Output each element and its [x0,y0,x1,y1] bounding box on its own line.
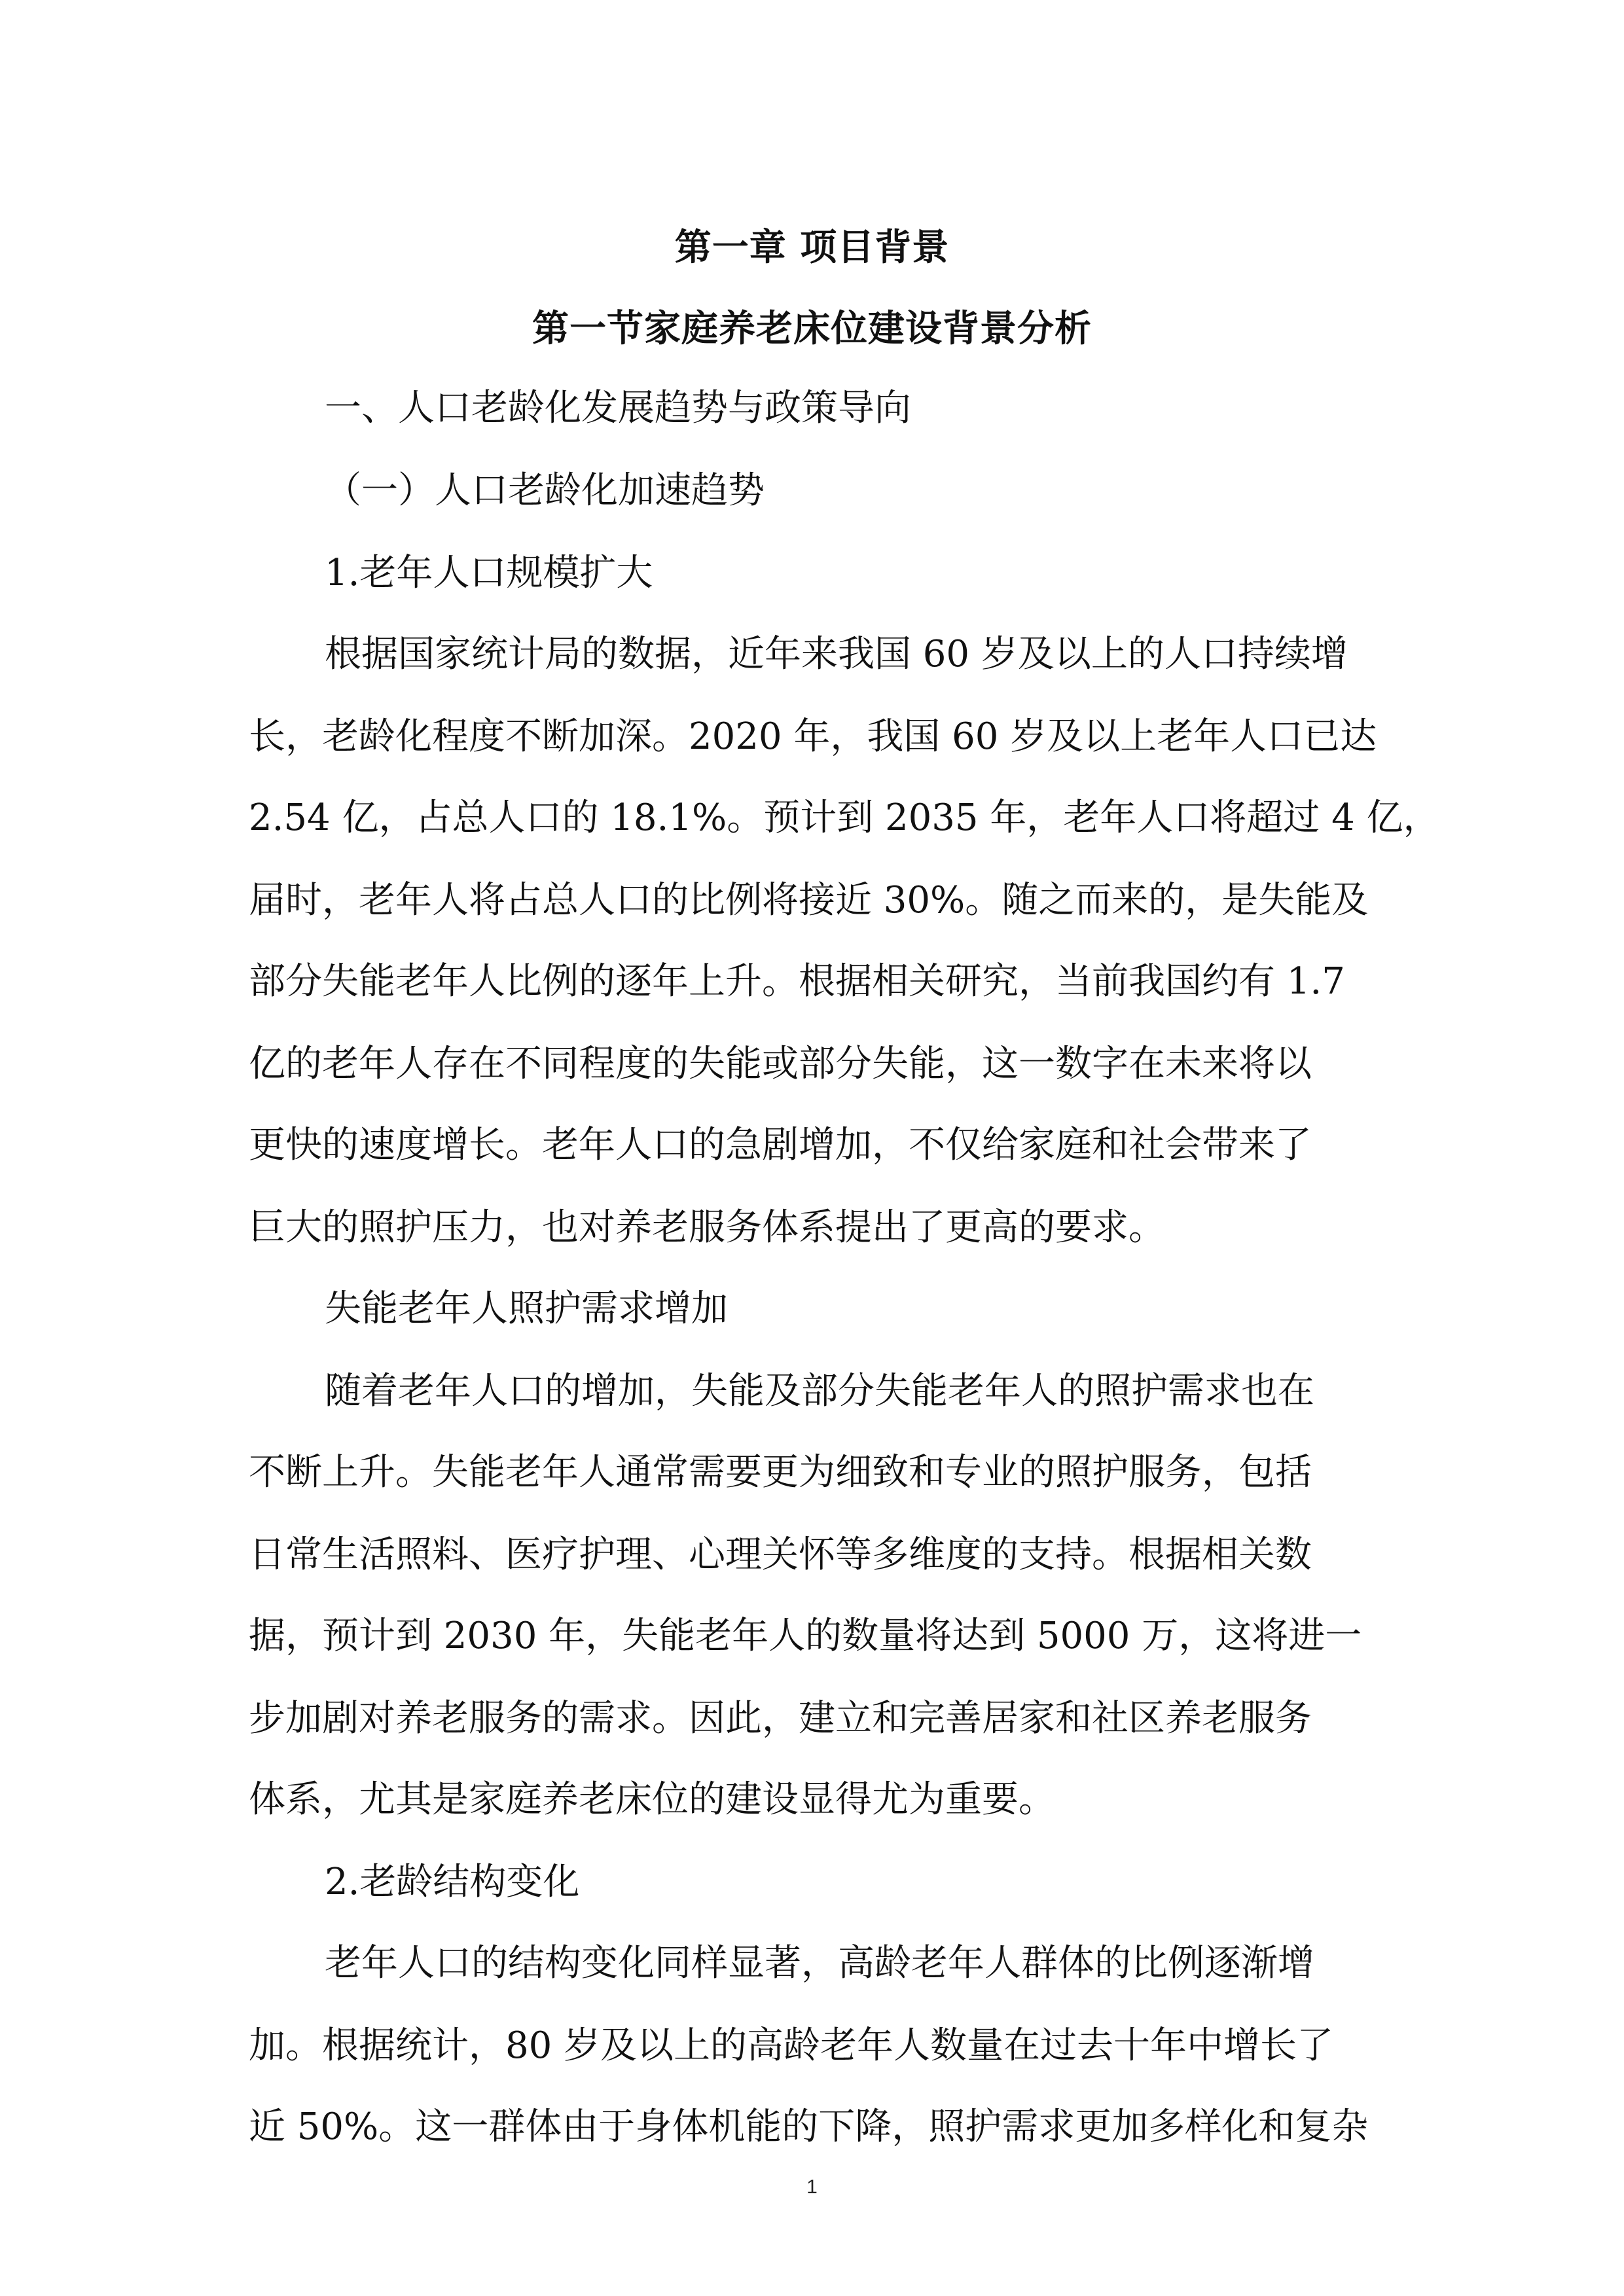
body-line: 日常生活照料、医疗护理、心理关怀等多维度的支持。根据相关数 [249,1534,1312,1576]
body-line: 巨大的照护压力，也对养老服务体系提出了更高的要求。 [249,1206,1165,1249]
body-line: 加。根据统计，80 岁及以上的高龄老年人数量在过去十年中增长了 [249,2024,1334,2067]
body-line: 步加剧对养老服务的需求。因此，建立和完善居家和社区养老服务 [249,1697,1312,1740]
heading-level-1: 一、人口老龄化发展趋势与政策导向 [325,387,911,429]
body-line: 部分失能老年人比例的逐年上升。根据相关研究，当前我国约有 1.7 [249,960,1345,1003]
body-line: 长，老龄化程度不断加深。2020 年，我国 60 岁及以上老年人口已达 [249,715,1377,758]
body-line: 根据国家统计局的数据，近年来我国 60 岁及以上的人口持续增 [325,633,1348,675]
subheading: 失能老年人照护需求增加 [325,1287,728,1330]
body-line: 近 50%。这一群体由于身体机能的下降，照护需求更加多样化和复杂 [249,2106,1369,2148]
heading-level-2: （一）人口老龄化加速趋势 [325,469,765,512]
heading-level-3: 1.老年人口规模扩大 [325,552,653,594]
body-line: 据，预计到 2030 年，失能老年人的数量将达到 5000 万，这将进一 [249,1615,1362,1657]
body-line: 更快的速度增长。老年人口的急剧增加，不仅给家庭和社会带来了 [249,1124,1312,1166]
section-title: 第一节家庭养老床位建设背景分析 [532,307,1092,350]
body-line: 随着老年人口的增加，失能及部分失能老年人的照护需求也在 [325,1370,1314,1412]
body-line: 2.54 亿，占总人口的 18.1%。预计到 2035 年，老年人口将超过 4 亿， [249,797,1440,839]
body-line: 体系，尤其是家庭养老床位的建设显得尤为重要。 [249,1778,1055,1821]
body-line: 不断上升。失能老年人通常需要更为细致和专业的照护服务，包括 [249,1451,1312,1494]
body-line: 届时，老年人将占总人口的比例将接近 30%。随之而来的，是失能及 [249,879,1369,922]
body-line: 老年人口的结构变化同样显著，高龄老年人群体的比例逐渐增 [325,1942,1314,1984]
heading-level-3: 2.老龄结构变化 [325,1861,580,1903]
chapter-title: 第一章 项目背景 [674,226,950,269]
page-number: 1 [806,2176,818,2198]
body-line: 亿的老年人存在不同程度的失能或部分失能，这一数字在未来将以 [249,1043,1312,1085]
